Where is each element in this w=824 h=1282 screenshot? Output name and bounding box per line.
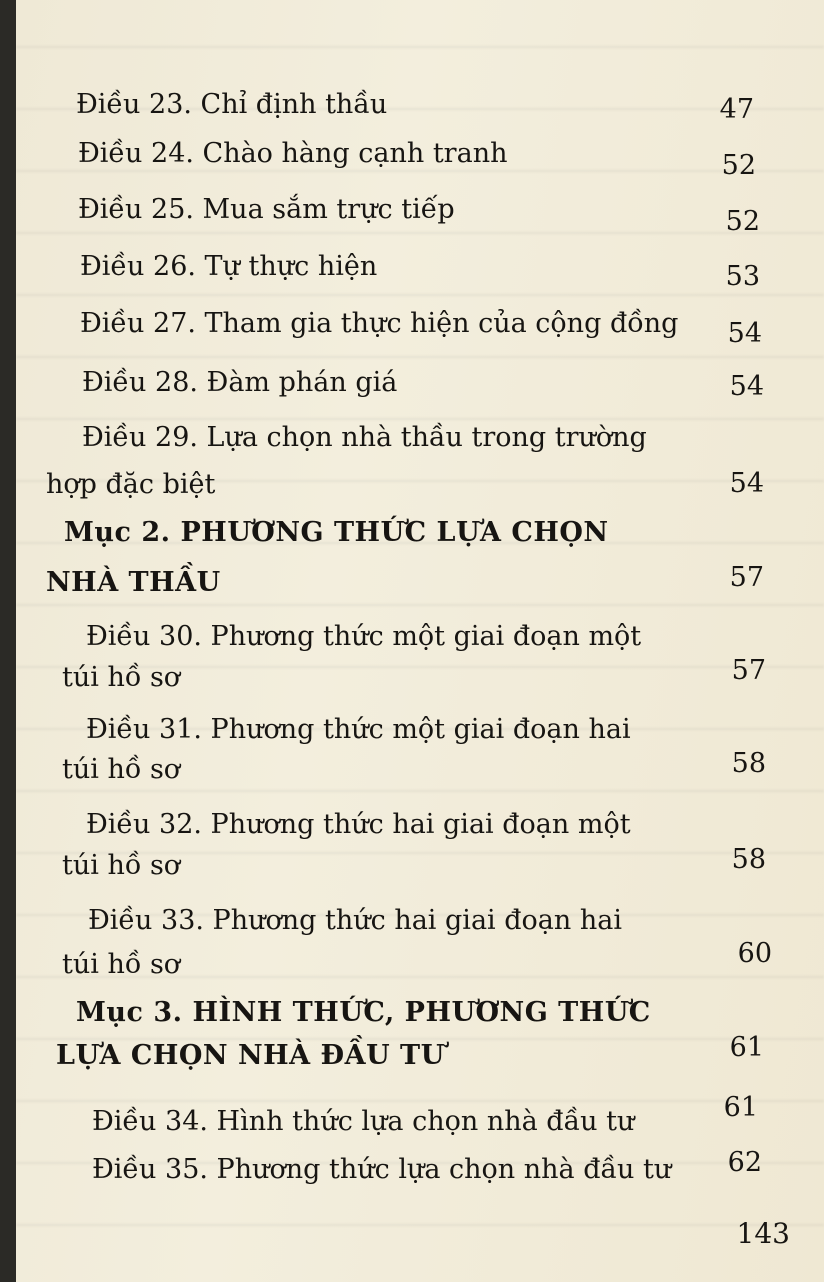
- toc-entry-dieu-33-line-1: Điều 33. Phương thức hai giai đoạn hai: [88, 905, 622, 936]
- toc-page-muc-2: 57: [729, 562, 764, 593]
- toc-page-dieu-34: 61: [723, 1092, 758, 1123]
- toc-page-dieu-23: 47: [719, 94, 754, 125]
- toc-entry-dieu-35: Điều 35. Phương thức lựa chọn nhà đầu tư: [92, 1154, 672, 1185]
- toc-page-dieu-24: 52: [721, 150, 756, 181]
- toc-entry-dieu-24: Điều 24. Chào hàng cạnh tranh: [78, 138, 508, 169]
- toc-entry-dieu-29-line-1: Điều 29. Lựa chọn nhà thầu trong trường: [82, 422, 647, 453]
- toc-entry-dieu-25: Điều 25. Mua sắm trực tiếp: [78, 194, 455, 225]
- toc-entry-dieu-30-line-1: Điều 30. Phương thức một giai đoạn một: [86, 621, 642, 652]
- toc-entry-dieu-32-line-1: Điều 32. Phương thức hai giai đoạn một: [86, 809, 631, 840]
- toc-page-dieu-26: 53: [725, 261, 760, 292]
- toc-page-dieu-30: 57: [731, 655, 766, 686]
- page-number: 143: [736, 1217, 790, 1250]
- book-page: [16, 0, 824, 1282]
- toc-page-dieu-31: 58: [731, 748, 766, 779]
- toc-page-dieu-32: 58: [731, 844, 766, 875]
- toc-entry-dieu-23: Điều 23. Chỉ định thầu: [76, 89, 388, 120]
- toc-entry-dieu-26: Điều 26. Tự thực hiện: [80, 251, 378, 282]
- toc-entry-dieu-33-line-2: túi hồ sơ: [62, 949, 181, 980]
- toc-entry-dieu-30-line-2: túi hồ sơ: [62, 662, 181, 693]
- toc-page-dieu-35: 62: [727, 1147, 762, 1178]
- toc-section-muc-2-line-1: Mục 2. PHƯƠNG THỨC LỰA CHỌN: [64, 517, 609, 548]
- toc-section-muc-3-line-2: LỰA CHỌN NHÀ ĐẦU TƯ: [56, 1040, 445, 1071]
- toc-section-muc-3-line-1: Mục 3. HÌNH THỨC, PHƯƠNG THỨC: [76, 997, 651, 1028]
- toc-entry-dieu-32-line-2: túi hồ sơ: [62, 850, 181, 881]
- toc-entry-dieu-29-line-2: hợp đặc biệt: [46, 469, 216, 500]
- toc-entry-dieu-34: Điều 34. Hình thức lựa chọn nhà đầu tư: [92, 1106, 635, 1137]
- toc-section-muc-2-line-2: NHÀ THẦU: [46, 567, 221, 598]
- toc-entry-dieu-31-line-1: Điều 31. Phương thức một giai đoạn hai: [86, 714, 631, 745]
- toc-page-dieu-27: 54: [727, 318, 762, 349]
- toc-entry-dieu-27: Điều 27. Tham gia thực hiện của cộng đồng: [80, 308, 679, 339]
- toc-page-dieu-25: 52: [725, 206, 760, 237]
- toc-page-dieu-29: 54: [729, 468, 764, 499]
- toc-entry-dieu-28: Điều 28. Đàm phán giá: [82, 367, 398, 398]
- toc-page-dieu-33: 60: [737, 938, 772, 969]
- toc-page-dieu-28: 54: [729, 371, 764, 402]
- toc-entry-dieu-31-line-2: túi hồ sơ: [62, 754, 181, 785]
- toc-page-muc-3: 61: [729, 1032, 764, 1063]
